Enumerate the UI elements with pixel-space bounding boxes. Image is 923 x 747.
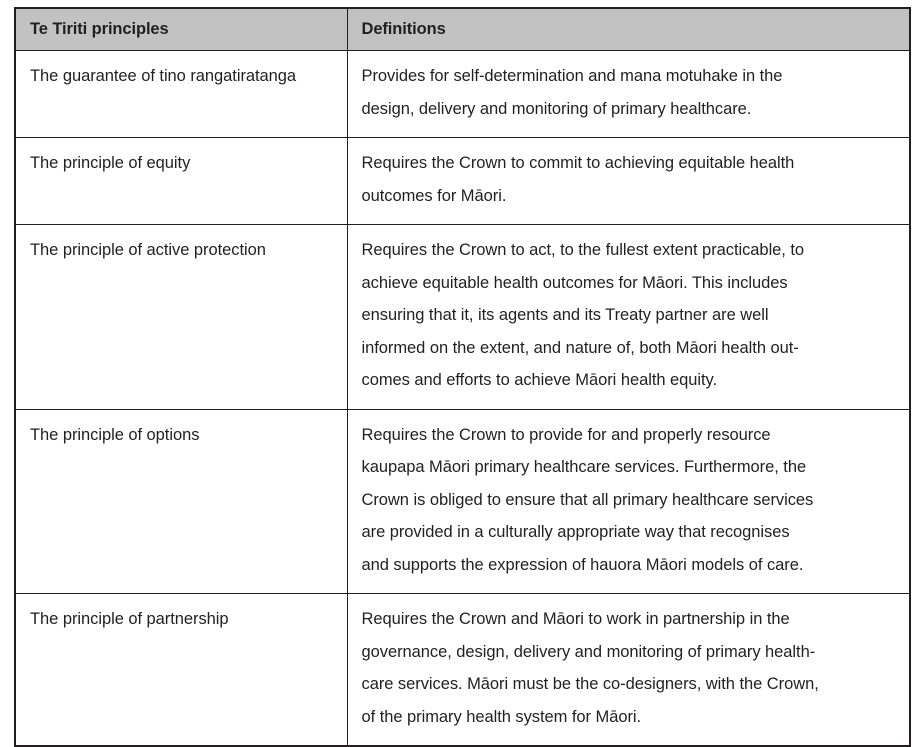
definition-line: Requires the Crown to provide for and properly resource <box>361 425 771 444</box>
definition-line: outcomes for Māori. <box>361 186 507 205</box>
cell-principle: The principle of active protection <box>15 225 347 410</box>
cell-definition <box>347 409 910 594</box>
cell-principle: The principle of partnership <box>15 594 347 747</box>
te-tiriti-principles-table <box>14 7 911 747</box>
definition-line: kaupapa Māori primary healthcare services. Furthermore, the <box>361 458 807 476</box>
cell-definition <box>347 138 910 225</box>
column-header-principles: Te Tiriti principles <box>15 8 347 51</box>
definition-line: Requires the Crown and Māori to work in partnership in the <box>361 610 790 628</box>
table-header-row <box>15 8 910 51</box>
definition-line: informed on the extent, and nature of, both Māori health out- <box>361 338 799 357</box>
table-header <box>15 8 910 51</box>
table-body <box>15 51 910 747</box>
definition-line: achieve equitable health outcomes for Māori. This includes <box>361 273 788 292</box>
cell-definition <box>347 225 910 410</box>
definition-line: Provides for self-determination and mana motuhake in the <box>361 67 783 85</box>
definition-line: Requires the Crown to act, to the fullest extent practicable, to <box>361 241 805 259</box>
definition-line: governance, design, delivery and monitoring of primary health- <box>361 642 816 661</box>
definition-line: are provided in a culturally appropriate way that recognises <box>361 523 790 541</box>
principles-table-container <box>14 7 909 747</box>
definition-line: comes and efforts to achieve Māori health equity. <box>361 371 718 389</box>
table-row <box>15 225 910 410</box>
table-row <box>15 409 910 594</box>
definition-line: Requires the Crown to commit to achieving equitable health <box>361 154 795 172</box>
definition-line: design, delivery and monitoring of primary healthcare. <box>361 99 752 118</box>
cell-principle: The principle of options <box>15 409 347 594</box>
definition-line: Crown is obliged to ensure that all primary healthcare services <box>361 490 814 509</box>
cell-definition <box>347 51 910 138</box>
table-row <box>15 51 910 138</box>
definition-line: care services. Māori must be the co-designers, with the Crown, <box>361 675 819 693</box>
cell-principle: The principle of equity <box>15 138 347 225</box>
table-row <box>15 138 910 225</box>
definition-line: ensuring that it, its agents and its Treaty partner are well <box>361 306 769 324</box>
definition-line: and supports the expression of hauora Māori models of care. <box>361 555 804 574</box>
column-header-definitions: Definitions <box>347 8 910 51</box>
table-row <box>15 594 910 747</box>
definition-line: of the primary health system for Māori. <box>361 707 642 726</box>
cell-principle: The guarantee of tino rangatiratanga <box>15 51 347 138</box>
cell-definition <box>347 594 910 747</box>
